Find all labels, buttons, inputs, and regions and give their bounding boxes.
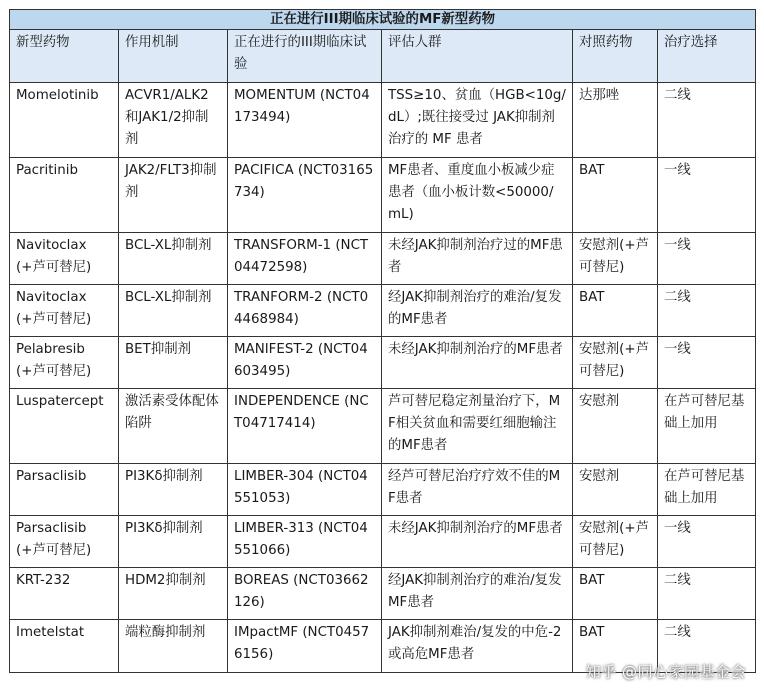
- cell-population: TSS≥10、贫血（HGB<10g/dL）;既往接受过 JAK抑制剂治疗的 MF 患者: [382, 83, 573, 158]
- cell-comparator: 安慰剂(+芦可替尼): [573, 516, 658, 568]
- table-row: [10, 83, 756, 158]
- cell-comparator: BAT: [573, 158, 658, 233]
- table-title-row: [10, 10, 756, 30]
- cell-treatment: 一线: [658, 337, 756, 389]
- cell-treatment: 二线: [658, 83, 756, 158]
- cell-drug: KRT-232: [10, 568, 119, 620]
- cell-treatment: 一线: [658, 516, 756, 568]
- cell-population: 经芦可替尼治疗疗效不佳的MF患者: [382, 464, 573, 516]
- cell-treatment: 二线: [658, 285, 756, 337]
- cell-comparator: 达那唑: [573, 83, 658, 158]
- mf-drug-table: [9, 9, 756, 673]
- table-header-row: [10, 30, 756, 83]
- cell-mechanism: PI3Kδ抑制剂: [119, 464, 228, 516]
- cell-population: 未经JAK抑制剂治疗的MF患者: [382, 337, 573, 389]
- cell-mechanism: BET抑制剂: [119, 337, 228, 389]
- cell-drug: Pelabresib (+芦可替尼): [10, 337, 119, 389]
- cell-treatment: 二线: [658, 620, 756, 673]
- cell-population: 未经JAK抑制剂治疗过的MF患者: [382, 233, 573, 285]
- cell-mechanism: JAK2/FLT3抑制剂: [119, 158, 228, 233]
- cell-trial: TRANFORM-2 (NCT04468984): [228, 285, 382, 337]
- header-drug: 新型药物: [10, 30, 119, 83]
- table-row: [10, 516, 756, 568]
- cell-trial: MOMENTUM (NCT04173494): [228, 83, 382, 158]
- cell-mechanism: 端粒酶抑制剂: [119, 620, 228, 673]
- cell-drug: Navitoclax (+芦可替尼): [10, 233, 119, 285]
- cell-mechanism: PI3Kδ抑制剂: [119, 516, 228, 568]
- header-comparator: 对照药物: [573, 30, 658, 83]
- cell-trial: LIMBER-304 (NCT04551053): [228, 464, 382, 516]
- table-row: [10, 389, 756, 464]
- cell-trial: LIMBER-313 (NCT04551066): [228, 516, 382, 568]
- cell-trial: TRANSFORM-1 (NCT04472598): [228, 233, 382, 285]
- header-treatment: 治疗选择: [658, 30, 756, 83]
- cell-treatment: 一线: [658, 233, 756, 285]
- cell-treatment: 在芦可替尼基础上加用: [658, 464, 756, 516]
- header-population: 评估人群: [382, 30, 573, 83]
- cell-mechanism: HDM2抑制剂: [119, 568, 228, 620]
- cell-trial: INDEPENDENCE (NCT04717414): [228, 389, 382, 464]
- cell-mechanism: BCL-XL抑制剂: [119, 285, 228, 337]
- table-row: [10, 337, 756, 389]
- cell-mechanism: 激活素受体配体陷阱: [119, 389, 228, 464]
- cell-population: 芦可替尼稳定剂量治疗下，MF相关贫血和需要红细胞输注的MF患者: [382, 389, 573, 464]
- cell-trial: PACIFICA (NCT03165734): [228, 158, 382, 233]
- table-row: [10, 285, 756, 337]
- cell-drug: Navitoclax (+芦可替尼): [10, 285, 119, 337]
- header-trial: 正在进行的III期临床试验: [228, 30, 382, 83]
- cell-drug: Parsaclisib (+芦可替尼): [10, 516, 119, 568]
- cell-comparator: 安慰剂: [573, 464, 658, 516]
- header-mechanism: 作用机制: [119, 30, 228, 83]
- cell-treatment: 二线: [658, 568, 756, 620]
- cell-treatment: 在芦可替尼基础上加用: [658, 389, 756, 464]
- cell-population: JAK抑制剂难治/复发的中危-2或高危MF患者: [382, 620, 573, 673]
- cell-drug: Parsaclisib: [10, 464, 119, 516]
- cell-population: 经JAK抑制剂治疗的难治/复发MF患者: [382, 568, 573, 620]
- cell-drug: Pacritinib: [10, 158, 119, 233]
- cell-trial: IMpactMF (NCT04576156): [228, 620, 382, 673]
- cell-comparator: 安慰剂(+芦可替尼): [573, 233, 658, 285]
- cell-comparator: 安慰剂: [573, 389, 658, 464]
- cell-drug: Momelotinib: [10, 83, 119, 158]
- table-row: [10, 233, 756, 285]
- cell-comparator: BAT: [573, 620, 658, 673]
- table-title: 正在进行III期临床试验的MF新型药物: [10, 10, 756, 30]
- cell-mechanism: ACVR1/ALK2和JAK1/2抑制剂: [119, 83, 228, 158]
- cell-treatment: 一线: [658, 158, 756, 233]
- table-row: [10, 568, 756, 620]
- cell-trial: BOREAS (NCT03662126): [228, 568, 382, 620]
- cell-comparator: BAT: [573, 568, 658, 620]
- cell-drug: Luspatercept: [10, 389, 119, 464]
- cell-mechanism: BCL-XL抑制剂: [119, 233, 228, 285]
- cell-drug: Imetelstat: [10, 620, 119, 673]
- cell-population: 未经JAK抑制剂治疗的MF患者: [382, 516, 573, 568]
- watermark: 知乎 @同心家园基金会: [585, 663, 746, 681]
- table-row: [10, 158, 756, 233]
- table-row: [10, 464, 756, 516]
- cell-comparator: BAT: [573, 285, 658, 337]
- cell-comparator: 安慰剂(+芦可替尼): [573, 337, 658, 389]
- cell-population: MF患者、重度血小板减少症患者（血小板计数<50000/mL): [382, 158, 573, 233]
- cell-trial: MANIFEST-2 (NCT04603495): [228, 337, 382, 389]
- cell-population: 经JAK抑制剂治疗的难治/复发的MF患者: [382, 285, 573, 337]
